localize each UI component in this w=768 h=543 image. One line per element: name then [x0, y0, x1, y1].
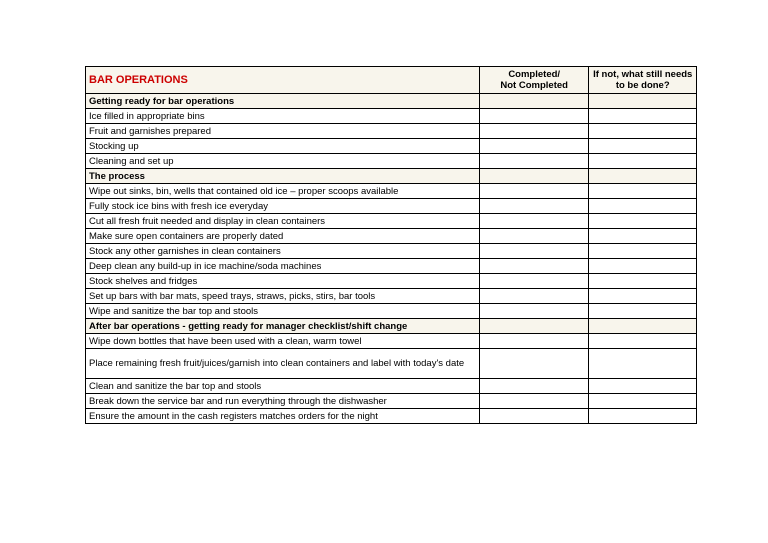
completed-cell[interactable] — [479, 109, 589, 124]
section-heading: After bar operations - getting ready for manager checklist/shift change — [86, 319, 480, 334]
header-row — [86, 67, 697, 94]
checklist-table — [85, 66, 697, 424]
task-text: Stocking up — [86, 139, 480, 154]
task-text: Stock any other garnishes in clean containers — [86, 244, 480, 259]
still-to-do-cell[interactable] — [589, 259, 697, 274]
checklist-row — [86, 259, 697, 274]
completed-header-line1: Completed/ — [508, 69, 561, 80]
section-blank-cell — [589, 169, 697, 184]
task-text: Wipe down bottles that have been used with a clean, warm towel — [86, 334, 480, 349]
completed-cell[interactable] — [479, 244, 589, 259]
checklist-row — [86, 379, 697, 394]
still-to-do-cell[interactable] — [589, 304, 697, 319]
section-heading: Getting ready for bar operations — [86, 94, 480, 109]
still-to-do-cell[interactable] — [589, 124, 697, 139]
task-text: Clean and sanitize the bar top and stools — [86, 379, 480, 394]
still-to-do-cell[interactable] — [589, 334, 697, 349]
still-to-do-cell[interactable] — [589, 154, 697, 169]
task-text: Cleaning and set up — [86, 154, 480, 169]
task-text: Set up bars with bar mats, speed trays, straws, picks, stirs, bar tools — [86, 289, 480, 304]
completed-cell[interactable] — [479, 139, 589, 154]
checklist-row — [86, 184, 697, 199]
section-heading: The process — [86, 169, 480, 184]
still-to-do-cell[interactable] — [589, 139, 697, 154]
completed-cell[interactable] — [479, 334, 589, 349]
task-text: Cut all fresh fruit needed and display in clean containers — [86, 214, 480, 229]
not-done-header-line2: to be done? — [615, 80, 670, 91]
still-to-do-cell[interactable] — [589, 379, 697, 394]
checklist-row — [86, 154, 697, 169]
task-text: Make sure open containers are properly dated — [86, 229, 480, 244]
still-to-do-cell[interactable] — [589, 274, 697, 289]
still-to-do-cell[interactable] — [589, 184, 697, 199]
section-blank-cell — [589, 319, 697, 334]
completed-cell[interactable] — [479, 379, 589, 394]
section-blank-cell — [479, 169, 589, 184]
checklist-row — [86, 289, 697, 304]
checklist-row — [86, 394, 697, 409]
task-text: Fully stock ice bins with fresh ice everyday — [86, 199, 480, 214]
not-done-column-header — [589, 67, 697, 94]
checklist-row — [86, 139, 697, 154]
still-to-do-cell[interactable] — [589, 349, 697, 379]
task-text: Ice filled in appropriate bins — [86, 109, 480, 124]
completed-cell[interactable] — [479, 229, 589, 244]
task-text: Stock shelves and fridges — [86, 274, 480, 289]
checklist-row — [86, 229, 697, 244]
section-row — [86, 169, 697, 184]
still-to-do-cell[interactable] — [589, 109, 697, 124]
checklist-row — [86, 244, 697, 259]
checklist-row — [86, 409, 697, 424]
completed-cell[interactable] — [479, 349, 589, 379]
checklist-row — [86, 334, 697, 349]
section-blank-cell — [479, 319, 589, 334]
checklist-row — [86, 214, 697, 229]
task-text: Wipe and sanitize the bar top and stools — [86, 304, 480, 319]
checklist-row — [86, 124, 697, 139]
section-row — [86, 319, 697, 334]
task-text: Break down the service bar and run everything through the dishwasher — [86, 394, 480, 409]
still-to-do-cell[interactable] — [589, 289, 697, 304]
checklist-body — [86, 67, 697, 424]
task-text: Fruit and garnishes prepared — [86, 124, 480, 139]
task-text: Wipe out sinks, bin, wells that contained old ice – proper scoops available — [86, 184, 480, 199]
still-to-do-cell[interactable] — [589, 199, 697, 214]
completed-cell[interactable] — [479, 124, 589, 139]
not-done-header-line1: If not, what still needs — [593, 69, 693, 80]
completed-cell[interactable] — [479, 289, 589, 304]
section-row — [86, 94, 697, 109]
completed-cell[interactable] — [479, 259, 589, 274]
still-to-do-cell[interactable] — [589, 229, 697, 244]
completed-header-line2: Not Completed — [500, 80, 568, 91]
checklist-row — [86, 349, 697, 379]
completed-cell[interactable] — [479, 154, 589, 169]
still-to-do-cell[interactable] — [589, 409, 697, 424]
completed-cell[interactable] — [479, 394, 589, 409]
completed-cell[interactable] — [479, 199, 589, 214]
checklist-row — [86, 304, 697, 319]
completed-cell[interactable] — [479, 214, 589, 229]
completed-cell[interactable] — [479, 274, 589, 289]
completed-cell[interactable] — [479, 184, 589, 199]
still-to-do-cell[interactable] — [589, 244, 697, 259]
completed-cell[interactable] — [479, 409, 589, 424]
checklist-row — [86, 199, 697, 214]
still-to-do-cell[interactable] — [589, 394, 697, 409]
checklist-row — [86, 109, 697, 124]
section-blank-cell — [589, 94, 697, 109]
table-title: BAR OPERATIONS — [86, 67, 480, 94]
task-text: Deep clean any build-up in ice machine/soda machines — [86, 259, 480, 274]
checklist-row — [86, 274, 697, 289]
section-blank-cell — [479, 94, 589, 109]
task-text: Ensure the amount in the cash registers matches orders for the night — [86, 409, 480, 424]
still-to-do-cell[interactable] — [589, 214, 697, 229]
completed-column-header — [479, 67, 589, 94]
completed-cell[interactable] — [479, 304, 589, 319]
task-text: Place remaining fresh fruit/juices/garnish into clean containers and label with today's date — [86, 349, 480, 379]
